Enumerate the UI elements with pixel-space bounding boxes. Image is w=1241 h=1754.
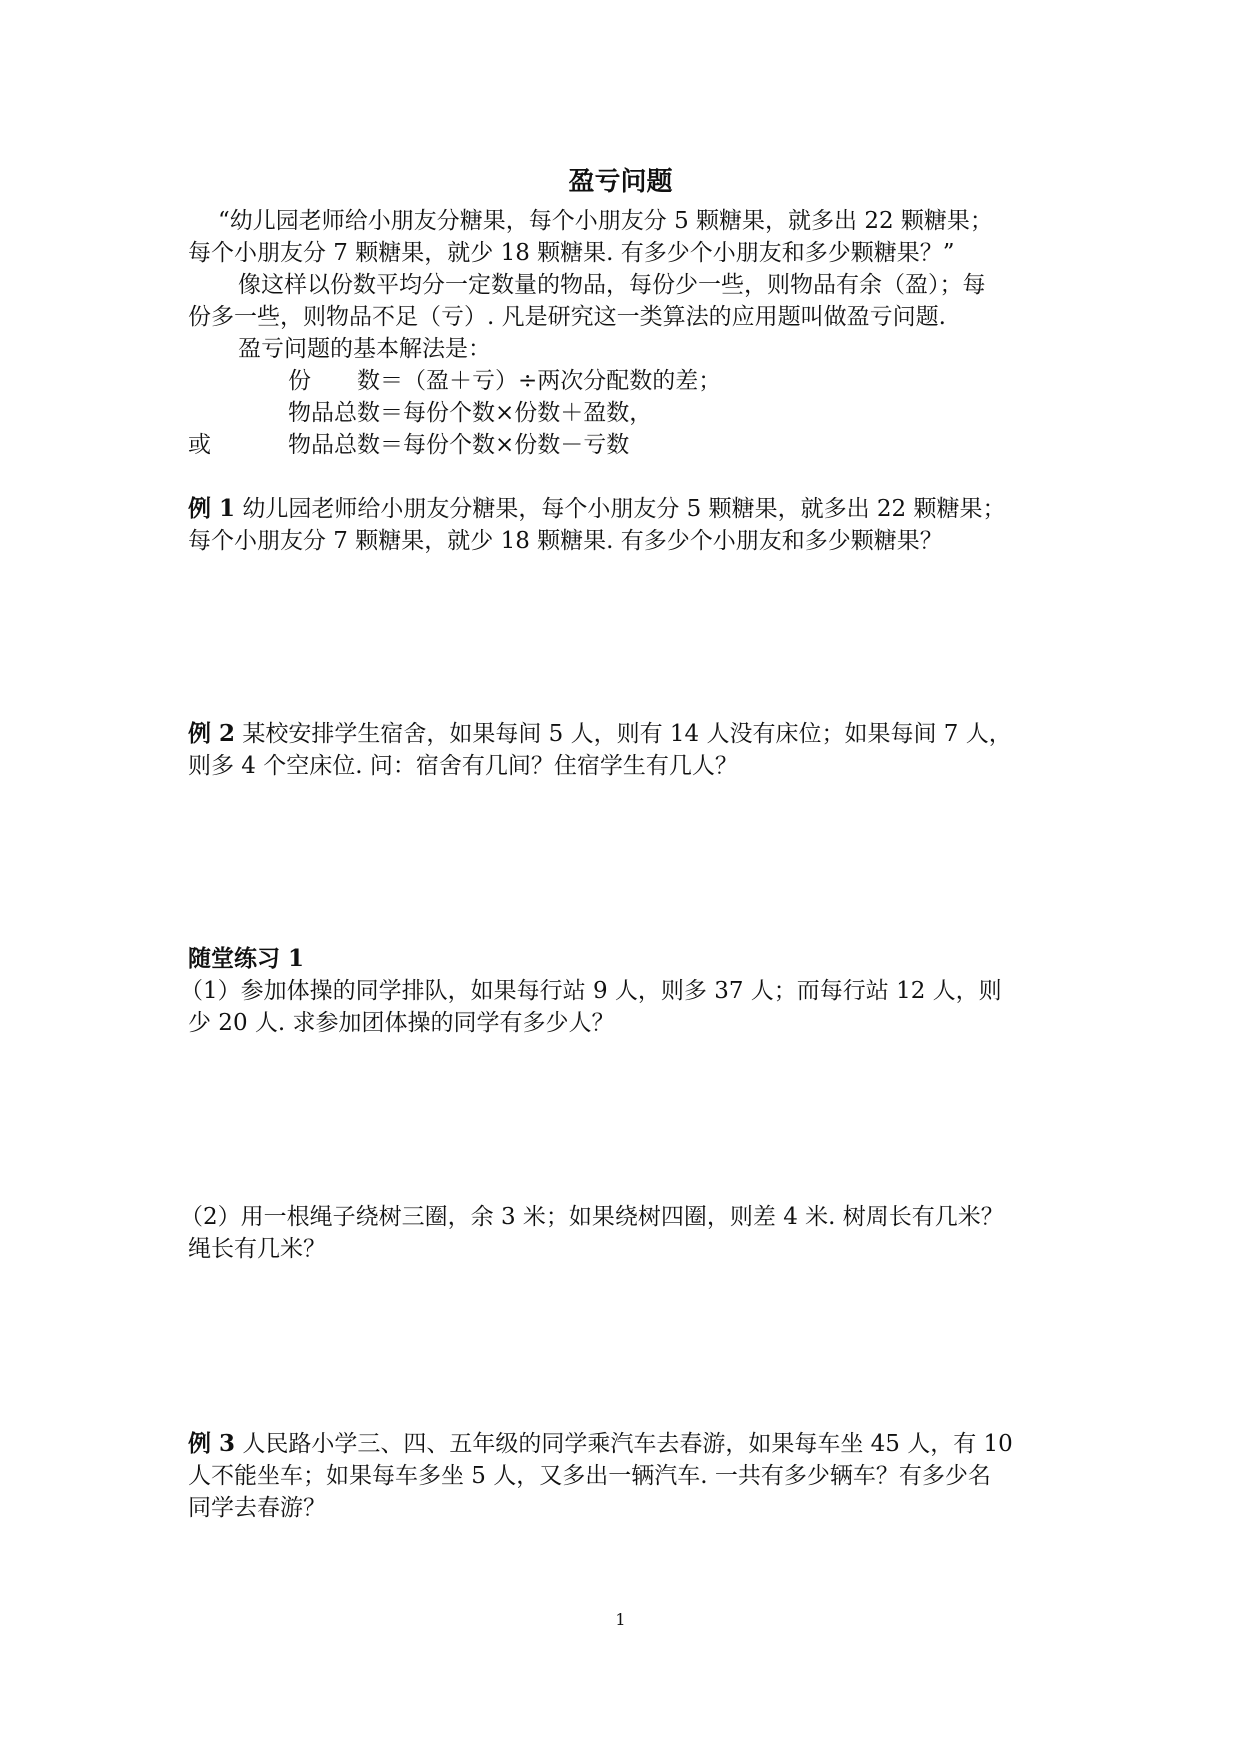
example-1-line-1 [188,493,1088,525]
example-1-text: 幼儿园老师给小朋友分糖果，每个小朋友分 5 颗糖果，就多出 22 颗糖果； [235,496,1006,522]
example-3-text: 人民路小学三、四、五年级的同学乘汽车去春游，如果每车坐 45 人，有 10 [235,1431,1013,1457]
intro-quote-line-2: 每个小朋友分 7 颗糖果，就少 18 颗糖果. 有多少个小朋友和多少颗糖果？” [188,240,955,266]
method-heading: 盈亏问题的基本解法是： [238,336,491,362]
example-2-line-1 [188,718,1088,750]
practice-q1-line-2: 少 20 人. 求参加团体操的同学有多少人？ [188,1010,615,1036]
example-1-line-2: 每个小朋友分 7 颗糖果，就少 18 颗糖果. 有多少个小朋友和多少颗糖果？ [188,528,943,554]
example-3-label: 例 3 [188,1430,236,1457]
intro-desc-line-1: 像这样以份数平均分一定数量的物品，每份少一些，则物品有余（盈）；每 [238,272,986,298]
practice-q1-line-1: （1）参加体操的同学排队，如果每行站 9 人，则多 37 人；而每行站 12 人，则 [180,978,1002,1004]
page-title: 盈亏问题 [568,167,673,197]
or-label: 或 [188,432,211,458]
practice-q2-line-1: （2）用一根绳子绕树三圈，余 3 米；如果绕树四圈，则差 4 米. 树周长有几米？ [180,1204,1004,1230]
example-3-line-2: 人不能坐车；如果每车多坐 5 人，又多出一辆汽车. 一共有多少辆车？有多少名 [188,1463,991,1489]
formula-share-count: 份 数＝（盈＋亏）÷两次分配数的差； [288,368,722,394]
example-1-label: 例 1 [188,495,236,522]
intro-quote-line-1: “幼儿园老师给小朋友分糖果，每个小朋友分 5 颗糖果，就多出 22 颗糖果； [218,208,993,234]
example-2-line-2: 则多 4 个空床位. 问：宿舍有几间？住宿学生有几人？ [188,753,738,779]
practice-heading: 随堂练习 1 [188,945,305,972]
practice-q2-line-2: 绳长有几米？ [188,1236,326,1262]
intro-desc-line-2: 份多一些，则物品不足（亏）. 凡是研究这一类算法的应用题叫做盈亏问题. [188,304,946,330]
example-3-line-1 [188,1428,1088,1460]
example-2-label: 例 2 [188,720,236,747]
page-number: 1 [615,1610,626,1629]
formula-total-surplus: 物品总数＝每份个数×份数＋盈数， [288,400,653,426]
example-2-text: 某校安排学生宿舍，如果每间 5 人，则有 14 人没有床位；如果每间 7 人， [235,721,1012,747]
formula-total-deficit: 物品总数＝每份个数×份数－亏数 [288,432,630,458]
example-3-line-3: 同学去春游？ [188,1495,326,1521]
